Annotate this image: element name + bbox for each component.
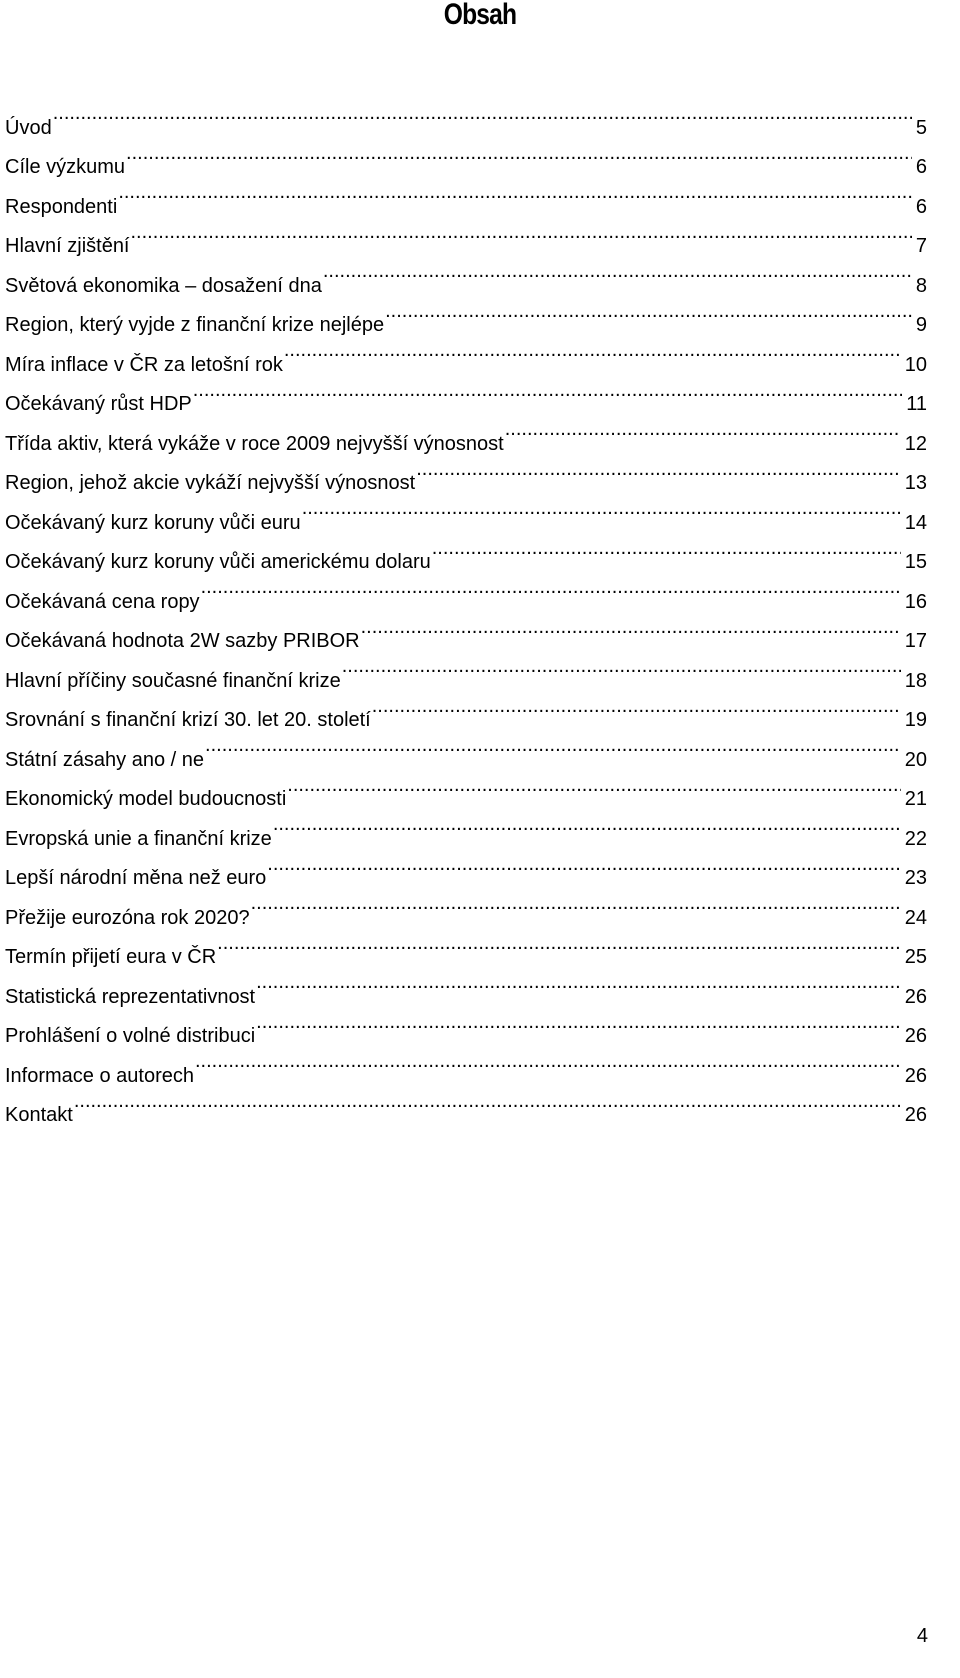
toc-entry-page-number: 11 [906,393,927,415]
toc-dot-leader [255,963,901,1003]
toc-entry-label: Ekonomický model budoucnosti [5,788,287,810]
toc-dot-leader [200,568,901,608]
toc-dot-leader [341,647,901,687]
toc-dot-leader [255,1003,901,1043]
toc-dot-leader [266,845,900,885]
page-title: Obsah [443,0,517,31]
toc-entry-label: Míra inflace v ČR za letošní rok [5,353,283,376]
toc-entry-page-number: 24 [904,906,927,929]
toc-dot-leader [250,884,901,924]
toc-entry-label: Očekávaný kurz koruny vůči americkému dolaru [5,551,431,573]
toc-dot-leader [125,134,912,174]
toc-dot-leader [504,410,901,450]
toc-dot-leader [431,529,901,569]
toc-dot-leader [117,173,912,213]
toc-entry-label: Region, který vyjde z finanční krize nejlépe [5,314,385,336]
toc-entry-page-number: 20 [904,748,927,771]
toc-entry[interactable] [5,213,927,257]
toc-entry-page-number: 5 [915,116,927,139]
toc-entry-label: Světová ekonomika – dosažení dna [5,274,322,297]
toc-entry-page-number: 26 [904,1104,927,1126]
toc-dot-leader [360,608,901,648]
toc-entry-label: Srovnání s finanční krizí 30. let 20. století [5,709,371,731]
toc-entry-page-number: 22 [904,827,927,850]
toc-entry-label: Úvod [5,116,52,139]
toc-entry-label: Region, jehož akcie vykáží nejvyšší výnosnost [5,472,416,494]
table-of-contents [5,94,927,1126]
toc-dot-leader [52,94,912,134]
toc-dot-leader [130,213,912,253]
toc-dot-leader [301,489,901,529]
toc-dot-leader [194,1042,901,1082]
toc-entry-page-number: 19 [904,709,927,731]
toc-entry-label: Respondenti [5,195,118,218]
toc-entry-page-number: 6 [915,156,927,178]
toc-entry-page-number: 14 [904,511,927,534]
toc-dot-leader [73,1082,901,1122]
toc-entry-page-number: 6 [915,195,927,218]
toc-entry-label: Kontakt [5,1104,73,1126]
toc-entry-page-number: 26 [904,1025,927,1047]
toc-entry-label: Třída aktiv, která vykáže v roce 2009 nejvyšší výnosnost [5,432,504,455]
toc-entry-label: Přežije eurozóna rok 2020? [5,906,250,929]
toc-entry-label: Hlavní zjištění [5,235,130,257]
toc-entry-page-number: 15 [904,551,927,573]
toc-entry-page-number: 7 [915,235,927,257]
toc-entry-page-number: 26 [904,1064,927,1087]
toc-dot-leader [272,805,901,845]
toc-entry-label: Očekávaný růst HDP [5,393,192,415]
toc-entry-page-number: 26 [904,985,927,1008]
toc-entry[interactable] [5,1082,927,1126]
toc-entry-page-number: 10 [904,353,927,376]
toc-entry[interactable] [5,94,927,139]
toc-entry-label: Informace o autorech [5,1064,194,1087]
toc-entry[interactable] [5,134,927,178]
toc-dot-leader [286,766,900,806]
toc-entry-page-number: 23 [904,867,927,889]
toc-entry[interactable] [5,173,927,218]
toc-dot-leader [322,252,912,292]
toc-entry-label: Státní zásahy ano / ne [5,748,205,771]
toc-entry-page-number: 12 [904,432,927,455]
toc-entry-label: Očekávaná hodnota 2W sazby PRIBOR [5,630,360,652]
toc-entry-page-number: 16 [904,590,927,613]
toc-entry-page-number: 13 [904,472,927,494]
toc-dot-leader [216,924,901,964]
toc-entry-label: Očekávaný kurz koruny vůči euru [5,511,301,534]
toc-entry-label: Prohlášení o volné distribuci [5,1025,256,1047]
toc-entry-page-number: 21 [904,788,927,810]
toc-entry-label: Cíle výzkumu [5,156,126,178]
toc-dot-leader [192,371,903,411]
toc-entry-page-number: 9 [915,314,927,336]
toc-dot-leader [384,292,912,332]
toc-entry-label: Hlavní příčiny současné finanční krize [5,669,341,692]
page-number: 4 [916,1625,928,1647]
toc-dot-leader [283,331,901,371]
toc-entry-page-number: 17 [904,630,927,652]
toc-entry-page-number: 8 [915,274,927,297]
toc-entry-label: Evropská unie a finanční krize [5,827,272,850]
toc-entry-page-number: 18 [904,669,927,692]
toc-dot-leader [415,450,901,490]
toc-entry[interactable] [5,252,927,297]
toc-entry-label: Lepší národní měna než euro [5,867,267,889]
toc-entry-label: Termín přijetí eura v ČR [5,946,217,968]
toc-entry-label: Statistická reprezentativnost [5,985,256,1008]
toc-entry-page-number: 25 [904,946,927,968]
toc-dot-leader [371,687,901,727]
toc-dot-leader [204,726,901,766]
toc-entry-label: Očekávaná cena ropy [5,590,200,613]
